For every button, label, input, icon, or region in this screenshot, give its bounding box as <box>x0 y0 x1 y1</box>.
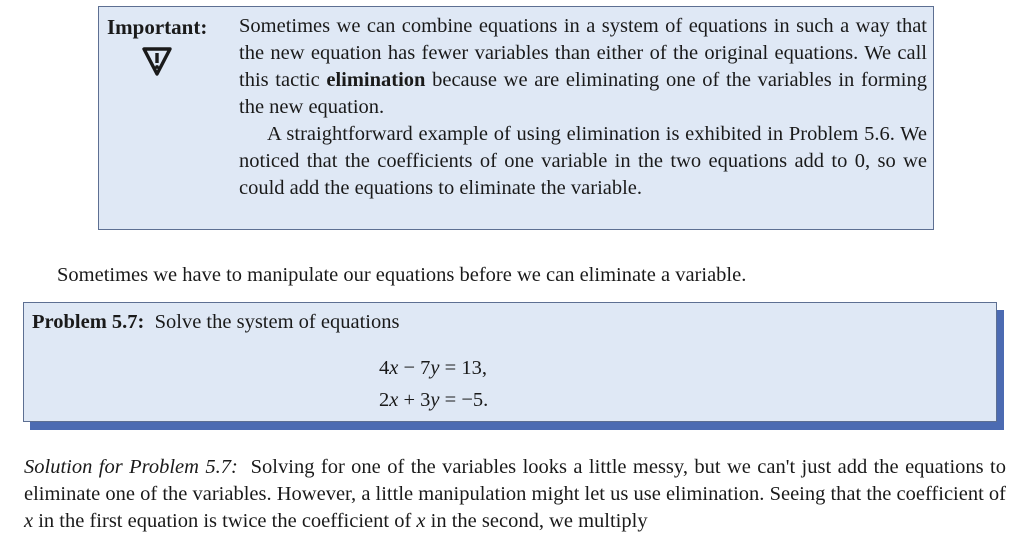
important-text-end: because we are eliminating one of the variables in forming the new equation. <box>239 69 927 118</box>
solution-title: Solution for Problem 5.7: <box>24 456 238 478</box>
important-body <box>239 13 927 202</box>
important-text-start: Sometimes we can combine equations in a system of equations in such a way that the new equation has fewer variables than either of the original equations. We call this tactic <box>239 15 927 91</box>
important-paragraph-1 <box>239 13 927 121</box>
lead-text: Sometimes we have to manipulate our equations before we can eliminate a variable. <box>57 264 747 286</box>
equation-1: 4x − 7y = 13, <box>379 357 487 379</box>
important-label: Important: <box>107 15 208 39</box>
elimination-term: elimination <box>326 69 426 91</box>
important-callout <box>98 6 934 230</box>
problem-prompt: Solve the system of equations <box>154 311 400 333</box>
solution-paragraph <box>24 454 1006 535</box>
important-paragraph-2: A straightforward example of using elimination is exhibited in Problem 5.6. We noticed that the coefficients of one variable in the two equations add to 0, so we could add the equations to eliminate the variable. <box>239 123 927 199</box>
solution-section <box>24 454 1006 535</box>
problem-heading <box>32 309 399 335</box>
equation-2: 2x + 3y = −5. <box>379 389 489 411</box>
warning-triangle-icon <box>141 45 173 77</box>
problem-label: Problem 5.7: <box>32 311 145 333</box>
solution-text: Solving for one of the variables looks a little messy, but we can't just add the equations to eliminate one of the variables. However, a little manipulation might let us use elimination. Seeing that the coefficient of x in the first equation is twice the coefficient of x in the second, we multiply <box>24 456 1007 532</box>
problem-box <box>23 302 997 422</box>
